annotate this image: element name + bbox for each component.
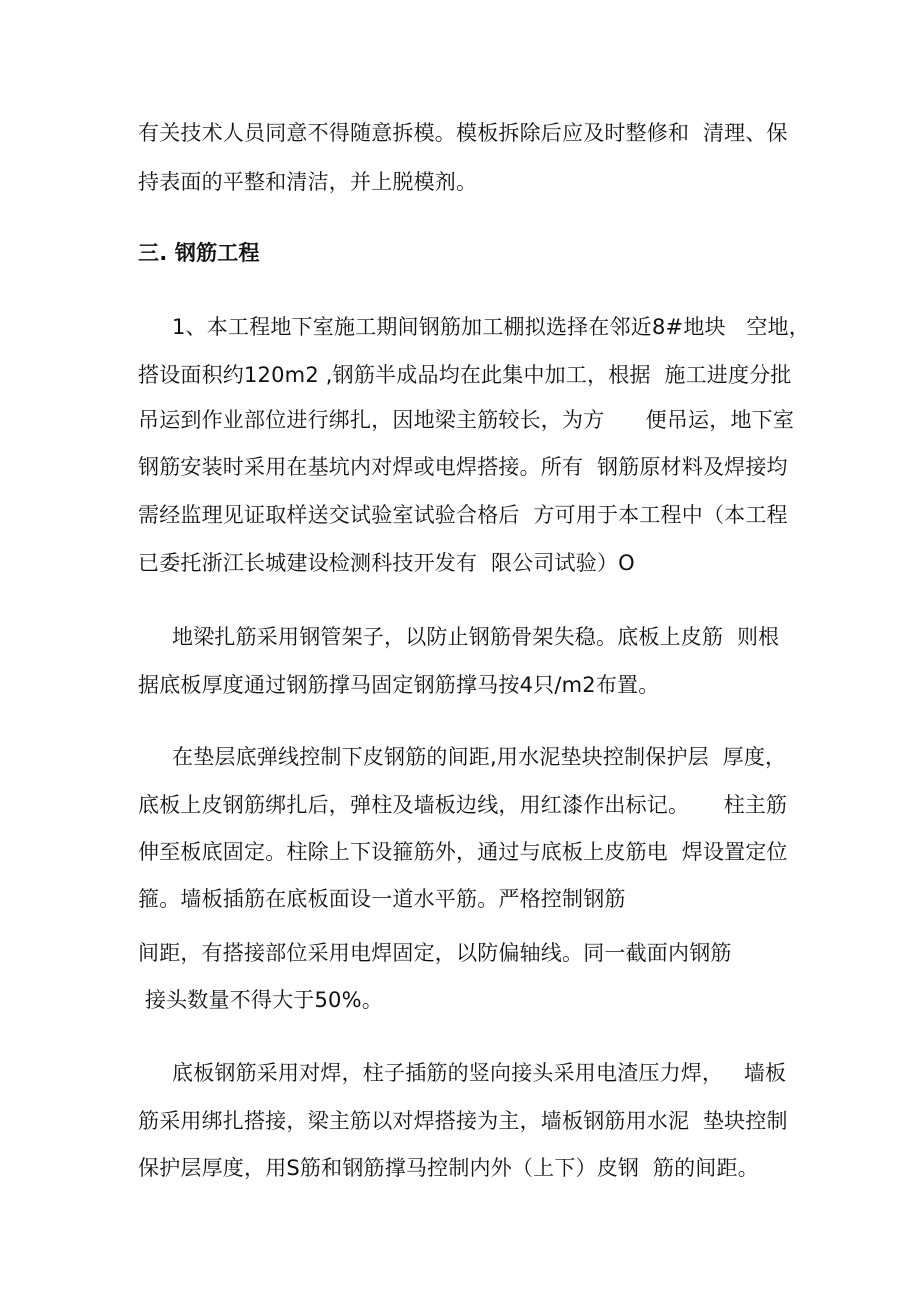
text-line: 地梁扎筋采用钢管架子，以防止钢筋骨架失稳。底板上皮筋 则根 <box>172 625 780 649</box>
text-line: 据底板厚度通过钢筋撑马固定钢筋撑马按4只/m2布置。 <box>138 673 660 697</box>
text-line: 间距，有搭接部位采用电焊固定，以防偏轴线。同一截面内钢筋 <box>138 941 732 965</box>
text-line: 在垫层底弹线控制下皮钢筋的间距,用水泥垫块控制保护层 厚度， <box>172 745 787 769</box>
section-heading: 三. 钢筋工程 <box>138 241 260 265</box>
text-line: 接头数量不得大于50%。 <box>138 988 383 1012</box>
text-line: 持表面的平整和清洁，并上脱模剂。 <box>138 170 478 194</box>
text-line: 底板钢筋采用对焊，柱子插筋的竖向接头采用电渣压力焊， 墙板 <box>172 1061 787 1085</box>
text-line: 需经监理见证取样送交试验室试验合格后 方可用于本工程中（本工程 <box>138 503 788 527</box>
text-line: 有关技术人员同意不得随意拆模。模板拆除后应及时整修和 清理、保 <box>138 121 788 145</box>
text-line: 已委托浙江长城建设检测科技开发有 限公司试验）O <box>138 551 635 575</box>
text-line: 钢筋安装时采用在基坑内对焊或电焊搭接。所有 钢筋原材料及焊接均 <box>138 455 788 479</box>
text-line: 保护层厚度，用S筋和钢筋撑马控制内外（上下）皮钢 筋的间距。 <box>138 1156 759 1180</box>
text-line: 筋采用绑扎搭接，梁主筋以对焊搭接为主，墙板钢筋用水泥 垫块控制 <box>138 1109 788 1133</box>
text-line: 伸至板底固定。柱除上下设箍筋外，通过与底板上皮筋电 焊设置定位 <box>138 840 788 864</box>
text-line: 箍。墙板插筋在底板面设一道水平筋。严格控制钢筋 <box>138 887 626 911</box>
text-line: 1、本工程地下室施工期间钢筋加工棚拟选择在邻近8#地块 空地， <box>172 315 810 339</box>
text-line: 搭设面积约120m2 ,钢筋半成品均在此集中加工，根据 施工进度分批 <box>138 363 792 387</box>
text-line: 底板上皮钢筋绑扎后，弹柱及墙板边线，用红漆作出标记。 柱主筋 <box>138 793 788 817</box>
text-line: 吊运到作业部位进行绑扎，因地梁主筋较长，为方 便吊运，地下室 <box>138 408 795 432</box>
